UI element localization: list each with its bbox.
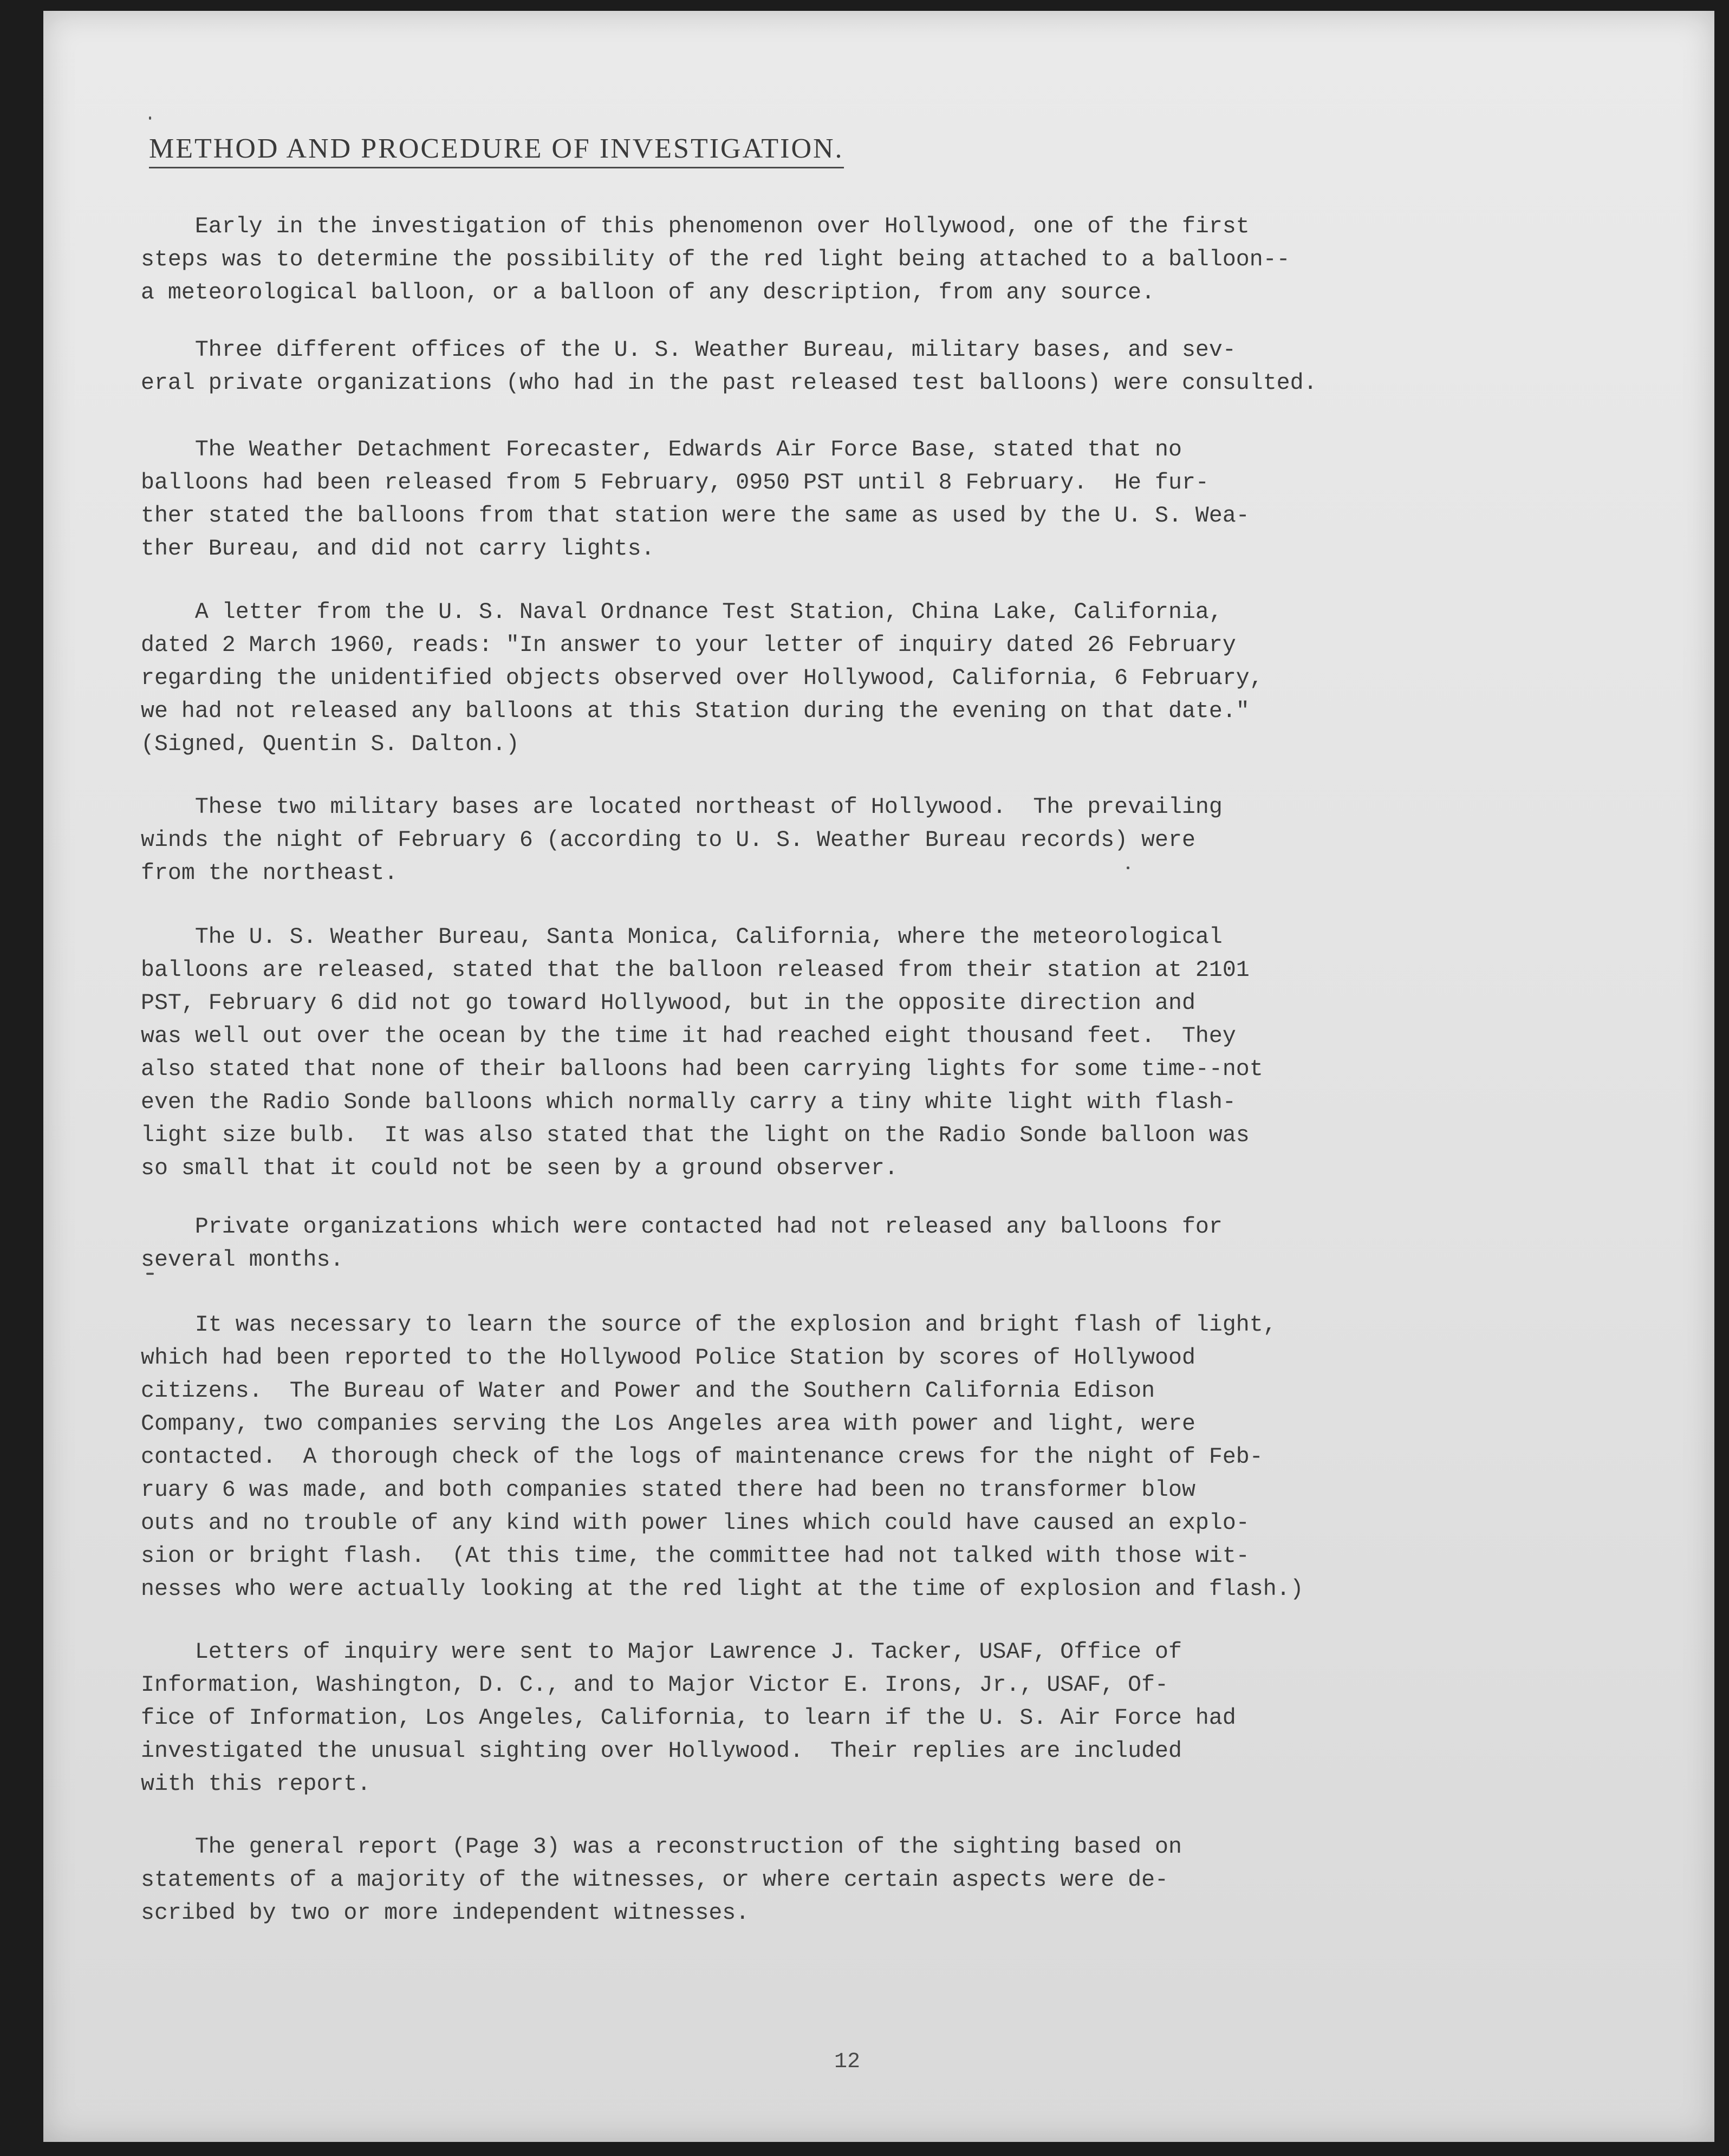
page-number: 12: [834, 2050, 861, 2074]
scan-speck: [149, 116, 151, 120]
scan-speck: [146, 1273, 154, 1275]
paragraph-letters-of-inquiry: Letters of inquiry were sent to Major Lawrence J. Tacker, USAF, Office of Information, Washington, D. C., and to Major Victor E. Irons, Jr., USAF, Of- fice of Information, Los Angeles, California, to learn if the U. S. Air Force had investigated the unusual sighting over Hollywood. Their replies are included with this report.: [141, 1639, 1236, 1797]
paragraph-edwards-afb: The Weather Detachment Forecaster, Edwards Air Force Base, stated that no balloons had been released from 5 February, 0950 PST until 8 February. He fur- ther stated the balloons from that station were the same as used by the U. S. Wea- ther Bureau, and did not carry lights.: [141, 437, 1250, 562]
paragraph-offices-consulted: Three different offices of the U. S. Weather Bureau, military bases, and sev- eral private organizations (who had in the past released test balloons) were consulted.: [141, 337, 1317, 396]
section-heading: METHOD AND PROCEDURE OF INVESTIGATION.: [149, 133, 844, 168]
paragraph-prevailing-winds: These two military bases are located northeast of Hollywood. The prevailing winds the night of February 6 (according to U. S. Weather Bureau records) were from the northeast.: [141, 794, 1223, 886]
paragraph-private-organizations: Private organizations which were contacted had not released any balloons for several months.: [141, 1214, 1223, 1273]
paragraph-china-lake-letter: A letter from the U. S. Naval Ordnance Test Station, China Lake, California, dated 2 March 1960, reads: "In answer to your letter of inquiry dated 26 February regarding the unidentified objects observed over Hollywood, California, 6 February, we had not released any balloons at this Station during the evening on that date." (Signed, Quentin S. Dalton.): [141, 600, 1263, 757]
paragraph-santa-monica-bureau: The U. S. Weather Bureau, Santa Monica, California, where the meteorological balloons are released, stated that the balloon released from their station at 2101 PST, February 6 did not go toward Hollywood, but in the opposite direction and was well out over the ocean by the time it had reached eight thousand feet. They also stated that none of their balloons had been carrying lights for some time--not even the Radio Sonde balloons which normally carry a tiny white light with flash- light size bulb. It was also stated that the light on the Radio Sonde balloon was so small that it could not be seen by a ground observer.: [141, 924, 1263, 1181]
paragraph-general-report: The general report (Page 3) was a reconstruction of the sighting based on statements of a majority of the witnesses, or where certain aspects were de- scribed by two or more independent witnesses.: [141, 1834, 1182, 1926]
paragraph-explosion-source: It was necessary to learn the source of the explosion and bright flash of light, which had been reported to the Hollywood Police Station by scores of Hollywood citizens. The Bureau of Water and Power and the Southern California Edison Company, two companies serving the Los Angeles area with power and light, were contacted. A thorough check of the logs of maintenance crews for the night of Feb- ruary 6 was made, and both companies stated there had been no transformer blow outs and no trouble of any kind with power lines which could have caused an explo- sion or bright flash. (At this time, the committee had not talked with those wit- nesses who were actually looking at the red light at the time of explosion and flash.): [141, 1312, 1304, 1602]
document-page: [43, 11, 1714, 2142]
scan-speck: [1127, 867, 1129, 869]
paragraph-balloon-possibility: Early in the investigation of this phenomenon over Hollywood, one of the first steps was to determine the possibility of the red light being attached to a balloon-- a meteorological balloon, or a balloon of any description, from any source.: [141, 214, 1290, 305]
